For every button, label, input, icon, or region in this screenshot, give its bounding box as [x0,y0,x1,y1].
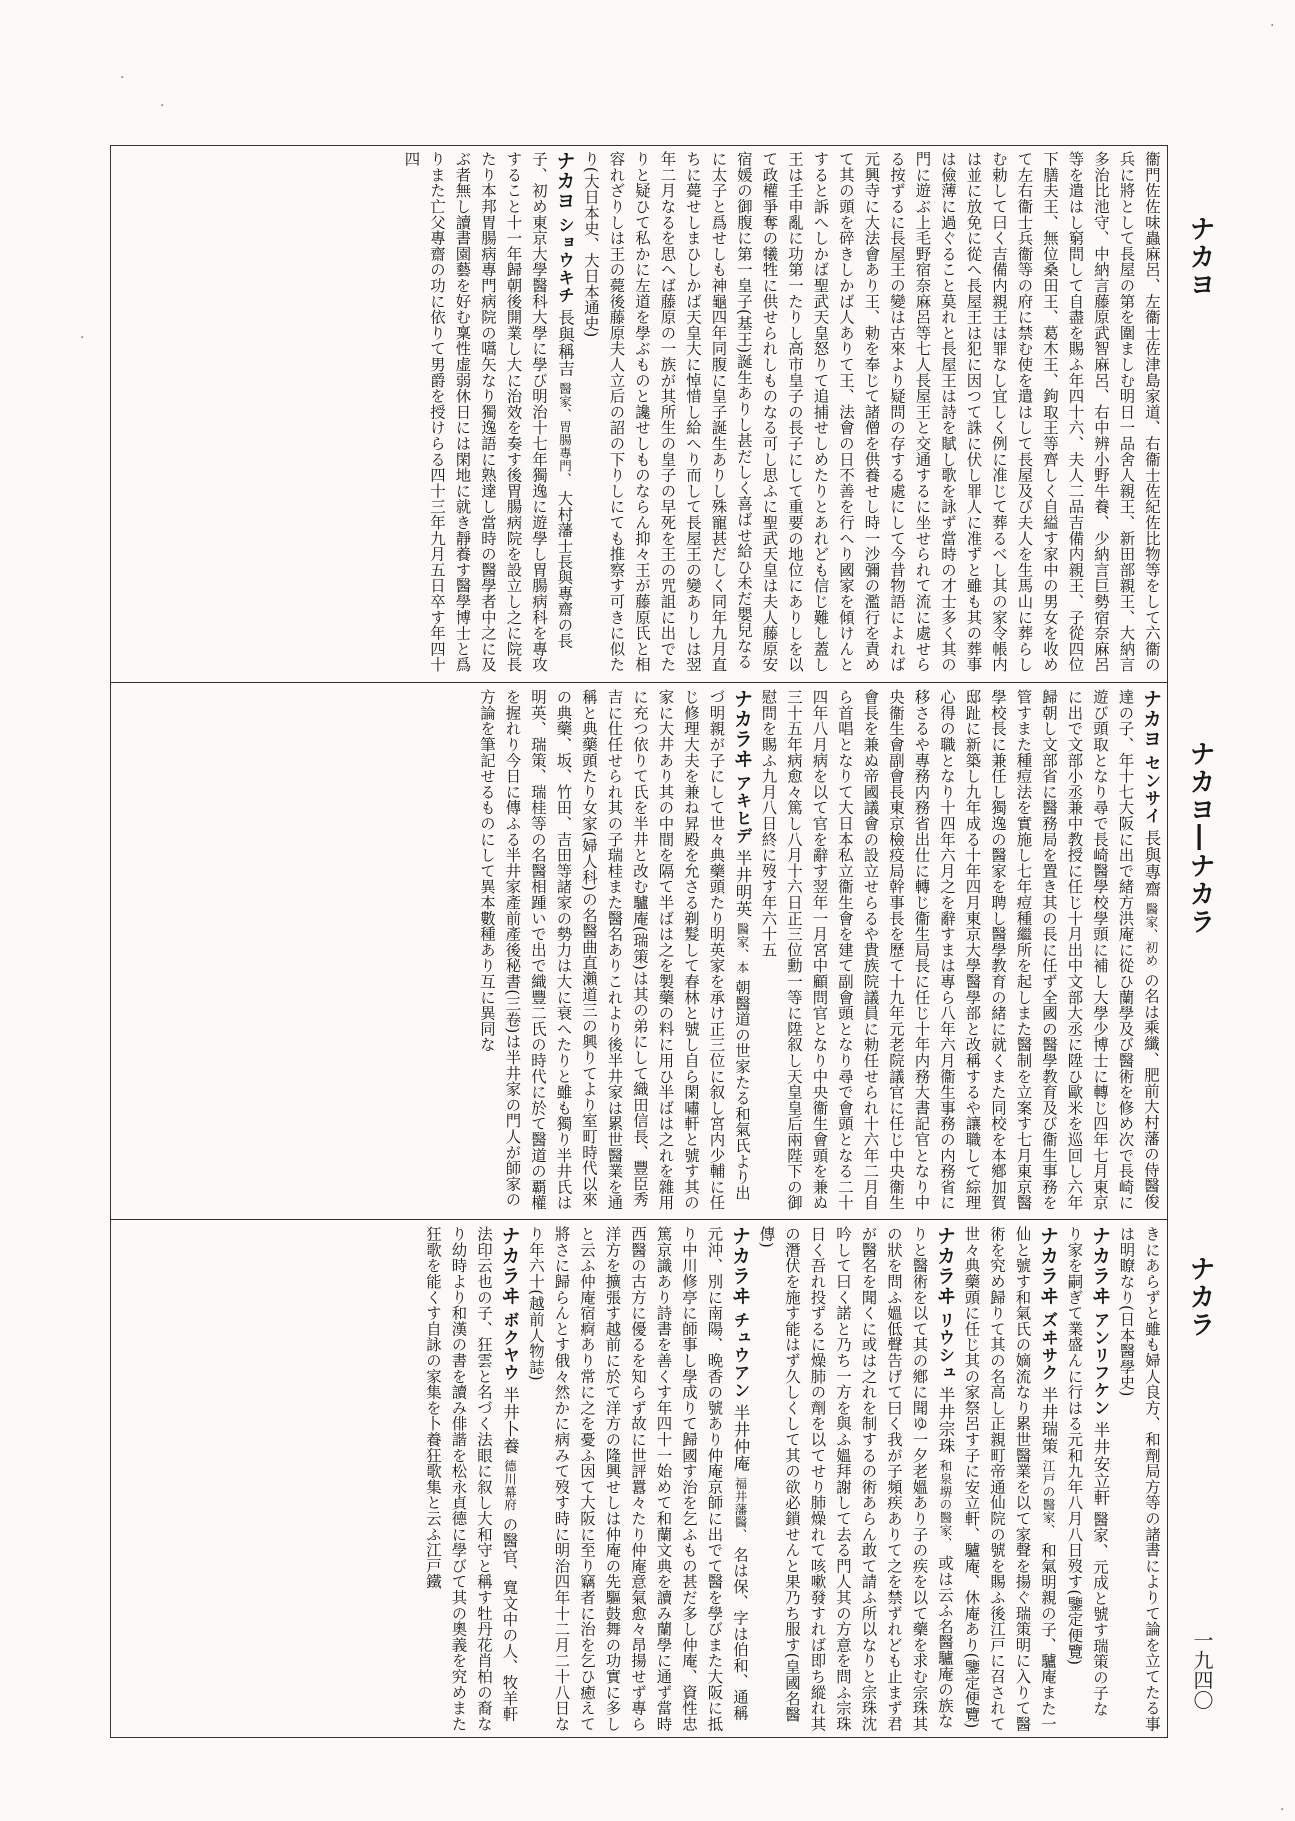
scan-mark: · [80,330,85,346]
entry-name: 半井瑞策 [1039,1386,1058,1455]
entry-headword: ナカラヰ [729,1226,751,1306]
entry-note: 福井藩醫、 [733,1477,748,1542]
entry-name: 半井安立軒 [1091,1421,1110,1507]
entry-nagaya-continuation: 衞門佐佐味蟲麻呂、左衞士佐津島家道、右衞士佐紀佐比物等をして六衞の兵に將として長屋の第を圍ましむ明日一品舍人親王、新田部親王、大納言多治比池守、中納言藤原武智麻呂、右中辨小野牛養、少納言巨勢宿奈麻呂等を遣はし窮問して自盡を賜ふ年四十六、夫人二品吉備内親王、子從四位下膳夫王、無位桑田王、葛木王、鉤取王等齊しく自縊す家中の男女を收めて左右衞士兵衞等の府に禁む使を遣はして長屋及び夫人を生馬山に葬らしむ勅して曰く吉備内親王は罪なし宜しく例に准じて葬るべし其の家令帳内は並に放免に從へ長屋王は犯に因つて誅に伏し罪人に准ずと雖も其の葬事は儉薄に過ぐること莫れと長屋王は詩を賦し歌を詠ず當時の才士多く其の門に遊ぶ上毛野宿奈麻呂等七人長屋王と交通するに坐せられて流に處せらる按ずるに長屋王の變は古來より疑問の存する處にして今昔物語によれば元興寺に大法會あり王、勅を奉じて諸僧を供養せし時一沙彌の濫行を責めて其の頭を碎きしかば人ありて王、法會の日不善を行へり國家を傾けんとすると訴へしかば聖武天皇怒りて追捕せしめたりとあれども信じ難し蓋し王は壬申亂に功第一たりし高市皇子の長子にして重要の地位にありしを以て政權爭奪の犧牲に供せられしものなる可し思ふに聖武天皇は夫人藤原安宿媛の御腹に第一皇子(基王)誕生ありし甚だしく喜ばせ給ひ未だ嬰兒なるに太子と爲せしも神龜四年同腹に皇子誕生ありし殊寵甚だしく同年九月直ちに薨せしまひしかば天皇大に悼惜し給へり而して長屋王の變ありしは翌年二月なるを思へば藤原の一族が其所生の皇子の早死を王の咒詛に出でたりと疑ひて私かに左道を學ぶものと讒せしものならん抑々王が藤原氏と相容れざりしは王の薨後藤原夫人立后の詔の下りしにても推察す可きに似たり(大日本史、大日本通史) [582,151,1161,673]
entry-note: 醫家、胃腸專門、 [557,382,573,486]
scan-mark: · [1280,1802,1285,1818]
entry-headword: ナカヨ [553,151,576,211]
entry-reading: ボクヤウ [500,1311,520,1382]
top-section-text [110,145,1168,680]
entry-text: の醫官、寬文中の人、牧羊軒法印云也の子、狂雲と名づく法眼に叙し大和守と稱す牡丹花肖柏の裔なり幼時より和漢の書を讀み俳諧を松永貞德に學びて其の奧義を究めまた狂歌を能くす自詠の家集を卜養狂歌集と云ふ江戸鐵 [424,1226,519,1732]
entry-headword: ナカラヰ [498,1226,521,1306]
entry-text: 醫家、元成と號す瑞策の子なり家を嗣ぎて業盛んに行はる元和九年八月八日歿す(鑒定便覽) [1065,1226,1109,1717]
bottom-section-text [118,1220,1168,1738]
entry-headword: ナカヨ [1140,689,1162,749]
entry-name: 半井卜養 [500,1386,520,1455]
middle-section-text [118,683,1168,1217]
running-head-middle: ナカヨ―ナカラ [1185,740,1215,936]
entry-reading: ズヰサク [1039,1311,1058,1382]
entry-headword: ナカラヰ [1037,1226,1059,1306]
entry-text: の名は乘纖、肥前大村藩の侍醫俊達の子、年十七大阪に出で緒方洪庵に從ひ蘭學及び醫術を修め次で長崎に遊び頭取となり尋で長崎醫學校學頭に補し大學少博士に轉じ四年七月東京に出で文部小丞兼中教授に任じ十月出中文部大丞に陞ひ歐米を巡回し六年歸朝し文部省に醫務局を置き其の長に任ず全國の醫學教育及び衞生事務を管すまた種痘法を實施し七年痘種繼所を起しまた醫制を立案す七月東京醫學校長に兼任し獨逸の醫家を聘し醫學教育の緒に就くまた同校を本鄕加賀邸趾に新築し九年成る十年四月東京大學醫學部と改稱するや讓職して綜理心得の職となり十四年六月之を辭すまは專ら八年六月衞生事務の内務省に移さるや專務内務省出仕に轉じ衞生局長に任じ十年内務大書記官となり中央衞生會副會長東京檢疫局幹事長を歷て十九年元老院議官に任じ中央衞生會長を兼ぬ帝國議會の設立せらるや貴族院議員に勅任せられ十六年二月自ら首唱となりて大日本私立衞生會を建て副會頭となり尋で會頭となる二十四年八月病を以て官を辭す翌年一月宮中顧問官となり中央衞生會頭を兼ぬ三十五年病愈々篤し八月十六日正三位勳一等に陞叙し天皇皇后兩陛下の御慰問を賜ふ九月八日終に歿す年六十五 [759,689,1160,1211]
scan-mark: · [1270,18,1275,34]
entry-reading: アンリフケン [1091,1311,1110,1417]
scan-mark: · [120,70,125,86]
entry-note: 醫家、初め [1144,902,1159,967]
running-head-bottom: ナカラ [1185,1255,1215,1339]
entry-name: 半井明英 [733,849,752,918]
entry-text: 朝醫道の世家たる和氣氏より出づ明親が子にして世々典藥頭たり明英家を承け正三位に叙し宮内少輔に任じ修理大夫を兼ね昇殿を允さる剃髮して春林と號し自ら閑嘯軒と號す其の家に大井あり其の中間を隔て半ばは之を製藥の料に用ひ半ばは之れを雜用に充つ依りて氏を半井と改む驢庵(瑞策)は其の弟にして織田信長、豐臣秀吉に仕任せられ其の子瑞桂また醫名ありこれより後半井家は累世醫業を通稱と典藥頭たり女家(婦人科)の名醫曲直瀨道三の興りてより室町時代以來の典藥、坂、竹田、吉田等諸家の勢力は大に衰へたりと雖も獨り半井氏は明英、瑞策、瑞桂等の名醫相踵いで出で織豐二氏の時代に於て醫道の覇權を握れり今日に傳ふる半井家產前產後秘書(三卷)は半井家の門人が師家の方論を筆記せるものにして異本數種あり互に異同な [478,689,751,1211]
entry-headword: ナカラヰ [1089,1226,1111,1306]
running-head-top: ナカヨ [1185,215,1215,299]
entry-reading: ショウキチ [555,216,575,304]
entry-note: 醫家、本 [735,922,750,975]
entry-reading: アキヒデ [733,774,752,845]
entry-reading: リウシュ [936,1311,955,1382]
middle-section [110,682,1168,1217]
entry-text: 或は云ふ名醫驢庵の族なりと醫術を以て其の鄕に聞ゆ一夕老媼あり子の疾を以て藥を求む宗珠其の狀を問ふ媼低聲告げて曰く我が子頻疾ありて之を禁ずれども止まず君が醫名を聞くに或は之れを制するの術あらん敢て請ふ所以なりと宗珠沈吟して曰く諾と乃ち一方を與ふ媼拜謝して去る門人其の方意を問ふ宗珠日く吾れ投ずるに燥肺の劑を以てせり肺燥れて咳嗽發すれば即ち縱れ其の潛伏を施す能はず久しくして其の欲必鎖せんと果乃ち服す(皇國名醫傳) [757,1226,954,1732]
entry-headword: ナカラヰ [934,1226,956,1306]
entry-note: 德川幕府 [502,1459,518,1512]
bottom-section [110,1219,1168,1738]
entry-text: 大村藩士長與專齋の長子、初め東京大學醫科大學に學び明治十七年獨逸に遊學し胃腸病科を專攻すること十一年歸朝後開業し大に治效を奏す後胃腸病院を設立し之に院長たり本邦胃腸病專門病院の嚆矢なり獨逸語に熟達し當時の醫學者中之に及ぶ者無し讀書園藝を好む稟性虚弱休日には閑地に就き靜養す醫學博士と爲りまた亡父專齋の功に依りて男爵を授けらる四十三年九月五日卒す年四十四 [402,151,574,673]
entry-reading: センサイ [1142,754,1161,825]
entry-name: 半井宗珠 [936,1386,955,1455]
entry-text: きにあらずと雖も婦人良方、和劑局方等の諸書によりて論を立てたる事は明瞭なり(日本醫學史) [1117,1226,1161,1732]
entry-reading: チュウアン [731,1311,750,1399]
entry-note: 和泉堺の醫家、 [938,1459,953,1550]
entry-name: 長與專齋 [1142,829,1161,898]
entry-note: 江戸の醫家、 [1041,1459,1056,1537]
entry-name: 長與稱吉 [555,309,575,377]
scan-mark: · [160,98,165,114]
top-section [110,145,1168,680]
entry-text: 名は保、字は伯和、通稱元沖、別に南陽、晩香の號あり仲庵京師に出でて醫を學びまた大阪に抵り中川修亭に師事し學成りて歸國す治を乞ふもの甚だ多し仲庵、資性忠篤京識あり詩書を善くす年四十一始めて和蘭文典を讀み蘭學に通ず當時西醫の古方に優るを知らず故に世評囂々たり仲庵意氣愈々昂揚せず專ら洋方を擴張す越前に於て洋方の隆興せしは仲庵の先驅鼓舞の功實に多しと云ふ仲庵宿痾あり常に之を憂ふ因て大阪に至り竊者に治を乞ひ癒えて將さに歸らんとす俄々然かに病みて歿す時に明治四年十二月二十八日なり年六十(越前人物誌) [527,1226,749,1732]
page-number: 一九四〇 [1190,1630,1214,1710]
entry-text: 和氣明親の子、驢庵また一仙と號す和氣氏の嫡流なり累世醫業を以て家聲を揚ぐ瑞策明に入りて醫術を究め歸りて其の名高し正親町帝通仙院の號を賜ふ後江戸に召されて世々典藥頭に任じ其の家祭呂す子に安立軒、驢庵、休庵あり(鑒定便覽) [962,1226,1057,1732]
entry-headword: ナカラヰ [731,689,753,769]
entry-name: 半井仲庵 [731,1404,750,1472]
